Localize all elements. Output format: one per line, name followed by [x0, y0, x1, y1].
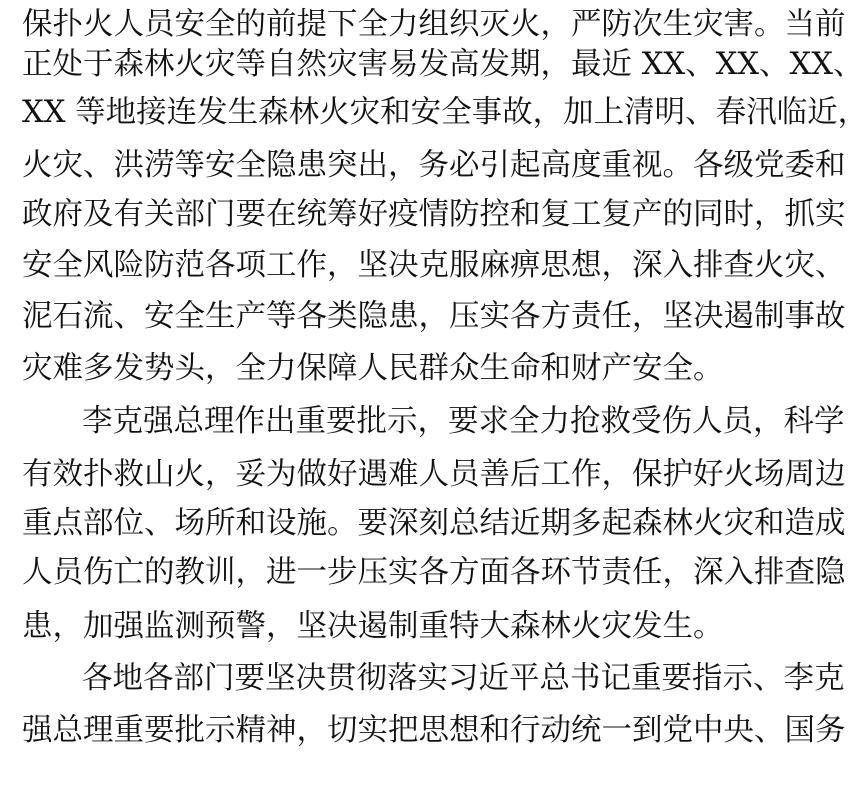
- text-line: 正处于森林火灾等自然灾害易发高发期，最近 XX、XX、XX、: [22, 47, 864, 82]
- text-line: 强总理重要批示精神，切实把思想和行动统一到党中央、国务: [22, 713, 846, 748]
- text-line: 灾难多发势头，全力保障人民群众生命和财产安全。: [22, 351, 724, 386]
- text-line: 各地各部门要坚决贯彻落实习近平总书记重要指示、李克: [82, 661, 845, 696]
- text-line: 患，加强监测预警，坚决遏制重特大森林火灾发生。: [22, 609, 724, 644]
- text-line: 安全风险防范各项工作，坚决克服麻痹思想，深入排查火灾、: [22, 248, 846, 283]
- text-line: 保扑火人员安全的前提下全力组织灭火，严防次生灾害。当前: [22, 7, 846, 42]
- text-line: 李克强总理作出重要批示，要求全力抢救受伤人员，科学: [82, 404, 845, 439]
- text-line: 泥石流、安全生产等各类隐患，压实各方责任，坚决遏制事故: [22, 299, 846, 334]
- text-line: 人员伤亡的教训，进一步压实各方面各环节责任，深入排查隐: [22, 555, 846, 590]
- text-line: 火灾、洪涝等安全隐患突出，务必引起高度重视。各级党委和: [22, 148, 846, 183]
- text-line: XX 等地接连发生森林火灾和安全事故，加上清明、春汛临近，: [22, 95, 868, 130]
- text-line: 政府及有关部门要在统筹好疫情防控和复工复产的同时，抓实: [22, 197, 846, 232]
- text-line: 重点部位、场所和设施。要深刻总结近期多起森林火灾和造成: [22, 506, 846, 541]
- text-line: 有效扑救山火，妥为做好遇难人员善后工作，保护好火场周边: [22, 457, 846, 492]
